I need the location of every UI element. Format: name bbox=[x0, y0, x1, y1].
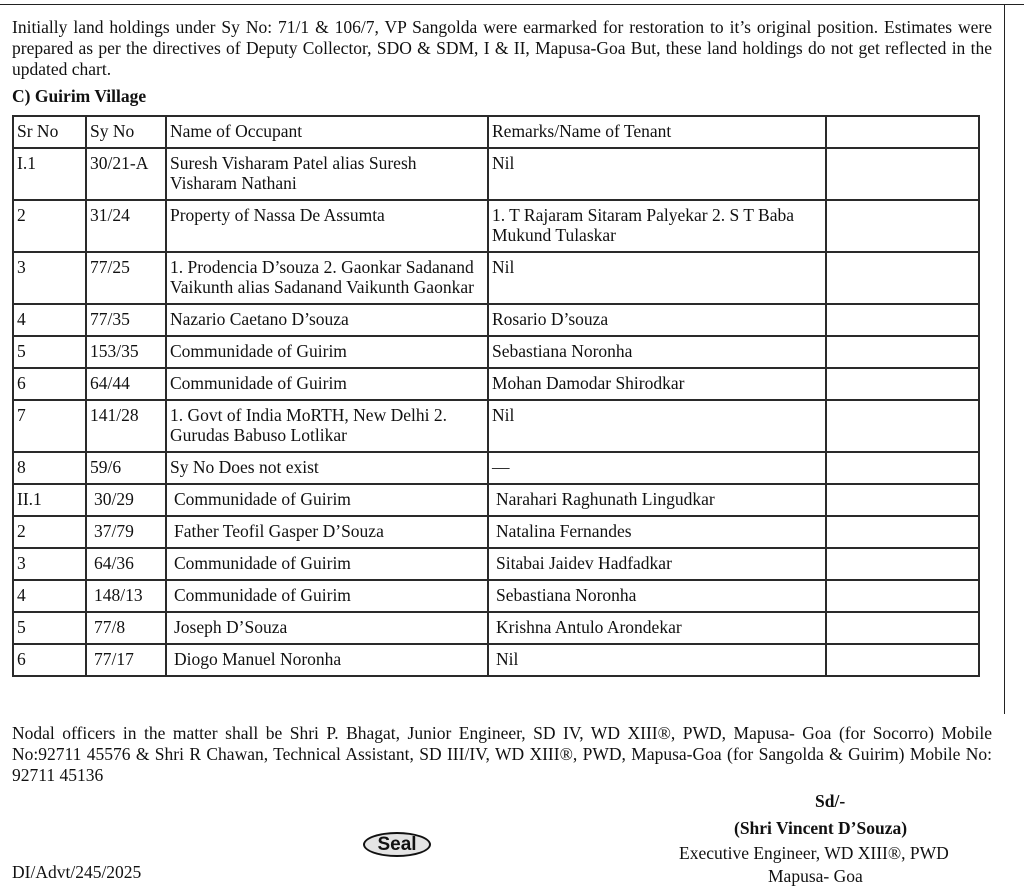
cell-sr-no: 7 bbox=[13, 400, 86, 452]
table-row bbox=[13, 400, 979, 452]
cell-blank bbox=[826, 516, 979, 548]
cell-sr-no: 2 bbox=[13, 200, 86, 252]
cell-sr-no: 6 bbox=[13, 368, 86, 400]
cell-sr-no: II.1 bbox=[13, 484, 86, 516]
cell-remarks: Sitabai Jaidev Hadfadkar bbox=[488, 548, 826, 580]
table-row bbox=[13, 612, 979, 644]
cell-blank bbox=[826, 304, 979, 336]
guirim-village-table bbox=[12, 115, 980, 677]
signatory-place: Mapusa- Goa bbox=[768, 866, 863, 886]
cell-blank bbox=[826, 644, 979, 676]
cell-sr-no: 3 bbox=[13, 252, 86, 304]
header-sy-no: Sy No bbox=[86, 116, 166, 148]
cell-remarks: Sebastiana Noronha bbox=[488, 580, 826, 612]
cell-sr-no: 2 bbox=[13, 516, 86, 548]
signature-sd: Sd/- bbox=[815, 791, 846, 811]
cell-sy-no: 31/24 bbox=[86, 200, 166, 252]
cell-sy-no: 77/8 bbox=[86, 612, 166, 644]
cell-sy-no: 37/79 bbox=[86, 516, 166, 548]
table-row bbox=[13, 580, 979, 612]
cell-blank bbox=[826, 612, 979, 644]
cell-blank bbox=[826, 400, 979, 452]
cell-occupant: Property of Nassa De Assumta bbox=[166, 200, 488, 252]
table-row bbox=[13, 252, 979, 304]
cell-remarks: Rosario D’souza bbox=[488, 304, 826, 336]
table-header-row bbox=[13, 116, 979, 148]
signatory-name: (Shri Vincent D’Souza) bbox=[734, 818, 908, 838]
cell-occupant: Suresh Visharam Patel alias Suresh Visharam Nathani bbox=[166, 148, 488, 200]
cell-sy-no: 64/36 bbox=[86, 548, 166, 580]
cell-sy-no: 148/13 bbox=[86, 580, 166, 612]
cell-sy-no: 59/6 bbox=[86, 452, 166, 484]
cell-sy-no: 77/25 bbox=[86, 252, 166, 304]
cell-blank bbox=[826, 368, 979, 400]
cell-blank bbox=[826, 336, 979, 368]
cell-occupant: 1. Prodencia D’souza 2. Gaonkar Sadanand Vaikunth alias Sadanand Vaikunth Gaonkar bbox=[166, 252, 488, 304]
cell-remarks: Natalina Fernandes bbox=[488, 516, 826, 548]
table-row bbox=[13, 484, 979, 516]
cell-occupant: Nazario Caetano D’souza bbox=[166, 304, 488, 336]
cell-remarks: 1. T Rajaram Sitaram Palyekar 2. S T Baba Mukund Tulaskar bbox=[488, 200, 826, 252]
table-row bbox=[13, 336, 979, 368]
right-column-rule bbox=[1004, 4, 1005, 714]
cell-sy-no: 30/29 bbox=[86, 484, 166, 516]
table-row bbox=[13, 200, 979, 252]
cell-sr-no: 5 bbox=[13, 612, 86, 644]
cell-sy-no: 64/44 bbox=[86, 368, 166, 400]
table-row bbox=[13, 516, 979, 548]
cell-occupant: Communidade of Guirim bbox=[166, 548, 488, 580]
cell-sr-no: 8 bbox=[13, 452, 86, 484]
cell-sr-no: 5 bbox=[13, 336, 86, 368]
section-heading: C) Guirim Village bbox=[12, 86, 147, 106]
cell-remarks: Krishna Antulo Arondekar bbox=[488, 612, 826, 644]
cell-sr-no: 4 bbox=[13, 580, 86, 612]
cell-sy-no: 153/35 bbox=[86, 336, 166, 368]
cell-occupant: Communidade of Guirim bbox=[166, 368, 488, 400]
cell-occupant: Sy No Does not exist bbox=[166, 452, 488, 484]
cell-remarks: — bbox=[488, 452, 826, 484]
cell-sr-no: 4 bbox=[13, 304, 86, 336]
table-row bbox=[13, 304, 979, 336]
cell-blank bbox=[826, 148, 979, 200]
cell-sy-no: 77/35 bbox=[86, 304, 166, 336]
cell-blank bbox=[826, 200, 979, 252]
seal-text: Seal bbox=[377, 834, 417, 855]
signatory-designation: Executive Engineer, WD XIII®, PWD bbox=[679, 843, 949, 863]
advertisement-reference-number: DI/Advt/245/2025 bbox=[12, 862, 142, 882]
cell-occupant: Father Teofil Gasper D’Souza bbox=[166, 516, 488, 548]
cell-sr-no: I.1 bbox=[13, 148, 86, 200]
cell-blank bbox=[826, 484, 979, 516]
cell-remarks: Mohan Damodar Shirodkar bbox=[488, 368, 826, 400]
table-row bbox=[13, 452, 979, 484]
seal-stamp bbox=[363, 832, 431, 857]
cell-occupant: Communidade of Guirim bbox=[166, 484, 488, 516]
cell-sy-no: 30/21-A bbox=[86, 148, 166, 200]
cell-remarks: Sebastiana Noronha bbox=[488, 336, 826, 368]
cell-sr-no: 3 bbox=[13, 548, 86, 580]
cell-occupant: Diogo Manuel Noronha bbox=[166, 644, 488, 676]
header-name-of-occupant: Name of Occupant bbox=[166, 116, 488, 148]
table-row bbox=[13, 368, 979, 400]
cell-remarks: Nil bbox=[488, 148, 826, 200]
cell-remarks: Nil bbox=[488, 252, 826, 304]
cell-blank bbox=[826, 580, 979, 612]
cell-blank bbox=[826, 452, 979, 484]
cell-occupant: Joseph D’Souza bbox=[166, 612, 488, 644]
table-row bbox=[13, 148, 979, 200]
table-row bbox=[13, 644, 979, 676]
cell-remarks: Narahari Raghunath Lingudkar bbox=[488, 484, 826, 516]
cell-blank bbox=[826, 252, 979, 304]
cell-occupant: Communidade of Guirim bbox=[166, 580, 488, 612]
cell-sr-no: 6 bbox=[13, 644, 86, 676]
header-sr-no: Sr No bbox=[13, 116, 86, 148]
cell-occupant: 1. Govt of India MoRTH, New Delhi 2. Gurudas Babuso Lotlikar bbox=[166, 400, 488, 452]
cell-remarks: Nil bbox=[488, 644, 826, 676]
header-blank bbox=[826, 116, 979, 148]
top-rule bbox=[0, 4, 1024, 5]
cell-occupant: Communidade of Guirim bbox=[166, 336, 488, 368]
cell-sy-no: 141/28 bbox=[86, 400, 166, 452]
intro-paragraph: Initially land holdings under Sy No: 71/1 & 106/7, VP Sangolda were earmarked for restoration to it’s original position. Estimates were prepared as per the directives of Deputy Collector, SDO & SDM, I & II, Mapusa-Goa But, these land holdings do not get reflected in the updated chart. bbox=[12, 17, 992, 79]
cell-sy-no: 77/17 bbox=[86, 644, 166, 676]
table-row bbox=[13, 548, 979, 580]
cell-blank bbox=[826, 548, 979, 580]
nodal-officers-paragraph: Nodal officers in the matter shall be Shri P. Bhagat, Junior Engineer, SD IV, WD XIII®, PWD, Mapusa- Goa (for Socorro) Mobile No:92711 45576 & Shri R Chawan, Technical Assistant, SD III/IV, WD XIII®, PWD, Mapusa-Goa (for Sangolda & Guirim) Mobile No: 92711 45136 bbox=[12, 723, 992, 785]
cell-remarks: Nil bbox=[488, 400, 826, 452]
header-remarks-tenant: Remarks/Name of Tenant bbox=[488, 116, 826, 148]
